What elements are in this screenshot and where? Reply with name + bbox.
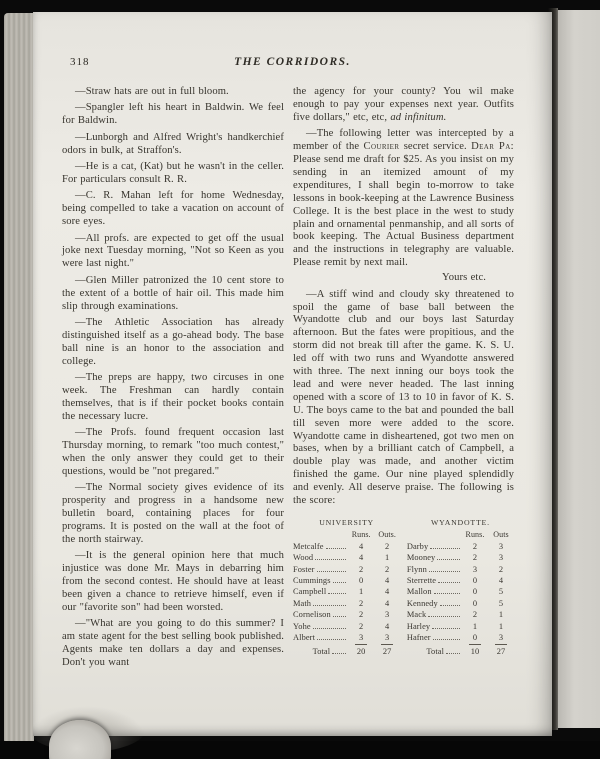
score-row (407, 564, 514, 575)
player-name: Albert (293, 633, 315, 643)
player-name: Math (293, 598, 312, 608)
dot-leader (446, 653, 460, 654)
paragraph: —Straw hats are out in full bloom. (75, 86, 229, 97)
paragraph: —The Normal society gives evidence of its prosperity and progress in a handsome new bulletin board, containing places for four programs. It is posted on the wall at the foot of the north stairway. (62, 482, 284, 545)
player-name: Mack (406, 610, 427, 620)
dot-leader (317, 639, 346, 640)
score-wyandotte (407, 517, 514, 658)
paragraph: —The preps are happy, two circuses in one week. The Freshman can hardly contain themselves, that is if their pocket books contain the necessary lucre. (62, 372, 284, 422)
score-row (293, 598, 400, 609)
total-runs: 10 (462, 646, 488, 657)
player-outs: 5 (498, 587, 504, 597)
player-runs: 0 (472, 633, 478, 643)
player-outs: 3 (498, 553, 504, 563)
score-row (407, 609, 514, 620)
score-row (293, 552, 400, 563)
player-name: Mooney (406, 553, 436, 563)
score-row (407, 552, 514, 563)
dot-leader (437, 559, 460, 560)
player-runs: 2 (472, 541, 478, 551)
score-row (293, 541, 400, 552)
player-outs: 4 (385, 598, 390, 608)
player-name: Metcalfe (293, 541, 324, 551)
total-outs: 27 (374, 646, 400, 657)
score-row (407, 598, 514, 609)
player-name: Flynn (406, 564, 427, 574)
courier-name: Courier (363, 141, 400, 153)
dot-leader (428, 616, 460, 617)
score-row (293, 632, 400, 643)
wyandotte-total-row (407, 646, 514, 657)
player-outs: 1 (385, 553, 390, 563)
dot-leader (433, 639, 460, 640)
paragraph: —The Profs. found frequent occasion last Thursday morning, to remark "too much contest," when the only answer they could get to their questions, would be "not pregared." (62, 427, 284, 477)
score-row (407, 632, 514, 643)
player-runs: 2 (472, 610, 478, 620)
dot-leader (317, 571, 347, 572)
player-outs: 3 (498, 541, 504, 551)
dot-leader (328, 593, 346, 594)
score-row (293, 609, 400, 620)
total-runs: 20 (348, 646, 374, 657)
score-row (293, 564, 400, 575)
player-runs: 2 (359, 610, 364, 620)
player-runs: 0 (472, 587, 478, 597)
letter-signoff: Yours etc. (442, 272, 486, 284)
score-row (407, 575, 514, 586)
book-page-edges (4, 13, 34, 743)
page-number: 318 (70, 56, 90, 68)
score-university (293, 517, 400, 658)
player-name: Mallon (406, 587, 432, 597)
score-row (407, 586, 514, 597)
running-title: THE CORRIDORS. (234, 56, 351, 68)
total-label: Total (426, 647, 444, 657)
letter-after-courier: secret service. (399, 141, 472, 153)
player-outs: 2 (385, 564, 390, 574)
player-outs: 4 (385, 587, 390, 597)
player-runs: 1 (472, 621, 478, 631)
player-runs: 4 (359, 541, 364, 551)
total-label: Total (312, 647, 331, 657)
runs-label: Runs. (351, 530, 371, 540)
player-name: Cummings (293, 576, 331, 586)
paragraph: —Glen Miller patronized the 10 cent store to the extent of a bottle of hair oil. This made him slip through examinations. (62, 274, 284, 312)
paragraph: —Spangler left his heart in Baldwin. We feel for Baldwin. (62, 102, 284, 127)
paragraph: —The Athletic Association has already distinguished itself as a go-ahead body. The base ball nine is an honor to the association and college. (62, 317, 284, 367)
dot-leader (313, 628, 346, 629)
university-column-labels (293, 529, 400, 540)
paragraph: —"What are you going to do this summer? I am state agent for the best selling book published. Agents make ten dollars a day and expenses. Don't you want (62, 618, 284, 669)
paragraph: —It is the general opinion here that much injustice was done Mr. Mays in debarring him from the second contest. He should have at least been given a chance to retrieve himself, even if our "favorite son" had been worsted. (62, 550, 284, 614)
player-outs: 4 (385, 621, 390, 631)
player-runs: 2 (359, 598, 364, 608)
letter-intro: —The following letter was intercepted by a member of the (293, 128, 514, 153)
score-row (293, 575, 400, 586)
wyandotte-column-labels (407, 529, 514, 540)
player-outs: 3 (498, 633, 504, 643)
score-row (407, 621, 514, 632)
latin-phrase: ad infinitum. (390, 111, 447, 123)
player-name: Kennedy (406, 598, 438, 608)
score-row (407, 541, 514, 552)
player-name: Sterrette (406, 576, 437, 586)
player-runs: 2 (359, 621, 364, 631)
player-outs: 2 (385, 541, 390, 551)
player-outs: 4 (385, 576, 390, 586)
player-outs: 1 (498, 621, 504, 631)
paragraph-letter (293, 128, 514, 270)
player-outs: 2 (498, 564, 504, 574)
letter-body: Please send me draft for $25. As you insist on my sending in an itemized amount of my expenditures, I shall begin to-morrow to take lessons in book-keeping at the Lawrence Business College. It is the best place in the west to study plain and ornamental penmanship, and all sorts of book keeping. The Actual Business department and the instructions in telegraphy are valuable. Please remit by next mail. (293, 154, 514, 269)
player-runs: 2 (472, 553, 478, 563)
university-total-row (293, 646, 400, 657)
player-outs: 4 (498, 576, 504, 586)
wyandotte-rows (407, 541, 514, 644)
player-runs: 4 (359, 553, 364, 563)
player-name: Foster (293, 564, 315, 574)
player-name: Cornelison (293, 610, 331, 620)
dot-leader (429, 571, 460, 572)
outs-label: Outs. (378, 530, 396, 540)
page-header (33, 56, 552, 72)
facing-page-sliver (557, 10, 600, 728)
player-runs: 0 (359, 576, 364, 586)
paragraph: —All profs. are expected to get off the usual joke next Tuesday morning, "Not so Keen as you were last night." (62, 232, 284, 270)
left-column (62, 86, 284, 670)
dot-leader (333, 616, 346, 617)
score-row (293, 621, 400, 632)
player-name: Yohe (293, 621, 311, 631)
wyandotte-title: WYANDOTTE. (430, 518, 490, 527)
book-page (33, 12, 552, 736)
player-runs: 0 (472, 576, 478, 586)
player-name: Campbell (293, 587, 327, 597)
paragraph-continuation (293, 86, 514, 125)
paragraph: —Lunborgh and Alfred Wright's handkerchief odors in bulk, at Straffon's. (62, 131, 284, 156)
dot-leader (434, 593, 460, 594)
player-runs: 2 (359, 564, 364, 574)
dot-leader (326, 548, 347, 549)
player-runs: 1 (359, 587, 364, 597)
dot-leader (313, 605, 346, 606)
paragraph: —C. R. Mahan left for home Wednesday, being compelled to take a vacation on account of sore eyes. (62, 190, 284, 228)
paragraph-game: —A stiff wind and cloudy sky threatened to spoil the game of base ball between the Wyandotte club and our boys last Saturday afternoon. But the fates were propitious, and the storm did not break till after the game. K. S. U. led off with two runs and Wyandotte answered with three. The next inning our boys took the lead and were never headed. The last inning opened with a score of 13 to 10 in favor of K. S. U. The boys came to the bat and pounded the ball till seven more were added to the score. Wyandotte came in disheartened, got two men on bases, when by a brilliant catch of Campbell, a double play was made, and another victim finished the game. Our nine played splendidly and evenly. All deserve praise. The following is the score: (293, 288, 514, 507)
dot-leader (333, 582, 347, 583)
outs-label: Outs (493, 530, 509, 540)
right-column (293, 86, 514, 670)
dot-leader (440, 605, 460, 606)
player-name: Darby (406, 541, 429, 551)
continuation-text: the agency for your county? You wil make enough to pay your expenses next year. Outfits five dollars," etc, etc, (293, 86, 514, 123)
dot-leader (438, 582, 460, 583)
dot-leader (315, 559, 346, 560)
university-rows (293, 541, 400, 644)
player-runs: 3 (359, 633, 364, 643)
total-outs: 27 (488, 646, 514, 657)
player-outs: 1 (498, 610, 504, 620)
player-name: Wood (293, 553, 314, 563)
player-runs: 0 (472, 598, 478, 608)
dot-leader (430, 548, 460, 549)
dot-leader (432, 628, 460, 629)
score-table (293, 517, 514, 658)
dot-leader (332, 653, 346, 654)
paragraph: —He is a cat, (Kat) but he wasn't in the celler. For particulars consult R. R. (62, 161, 284, 185)
player-name: Hafner (406, 633, 431, 643)
letter-salutation: Dear Pa: (471, 141, 515, 153)
top-black-border (0, 0, 600, 12)
player-outs: 3 (385, 633, 390, 643)
university-title: UNIVERSITY (319, 518, 374, 527)
player-runs: 3 (472, 564, 478, 574)
player-outs: 5 (498, 598, 504, 608)
score-row (293, 586, 400, 597)
runs-label: Runs. (465, 530, 485, 540)
text-columns (62, 86, 514, 670)
player-outs: 3 (385, 610, 390, 620)
player-name: Harley (406, 621, 431, 631)
